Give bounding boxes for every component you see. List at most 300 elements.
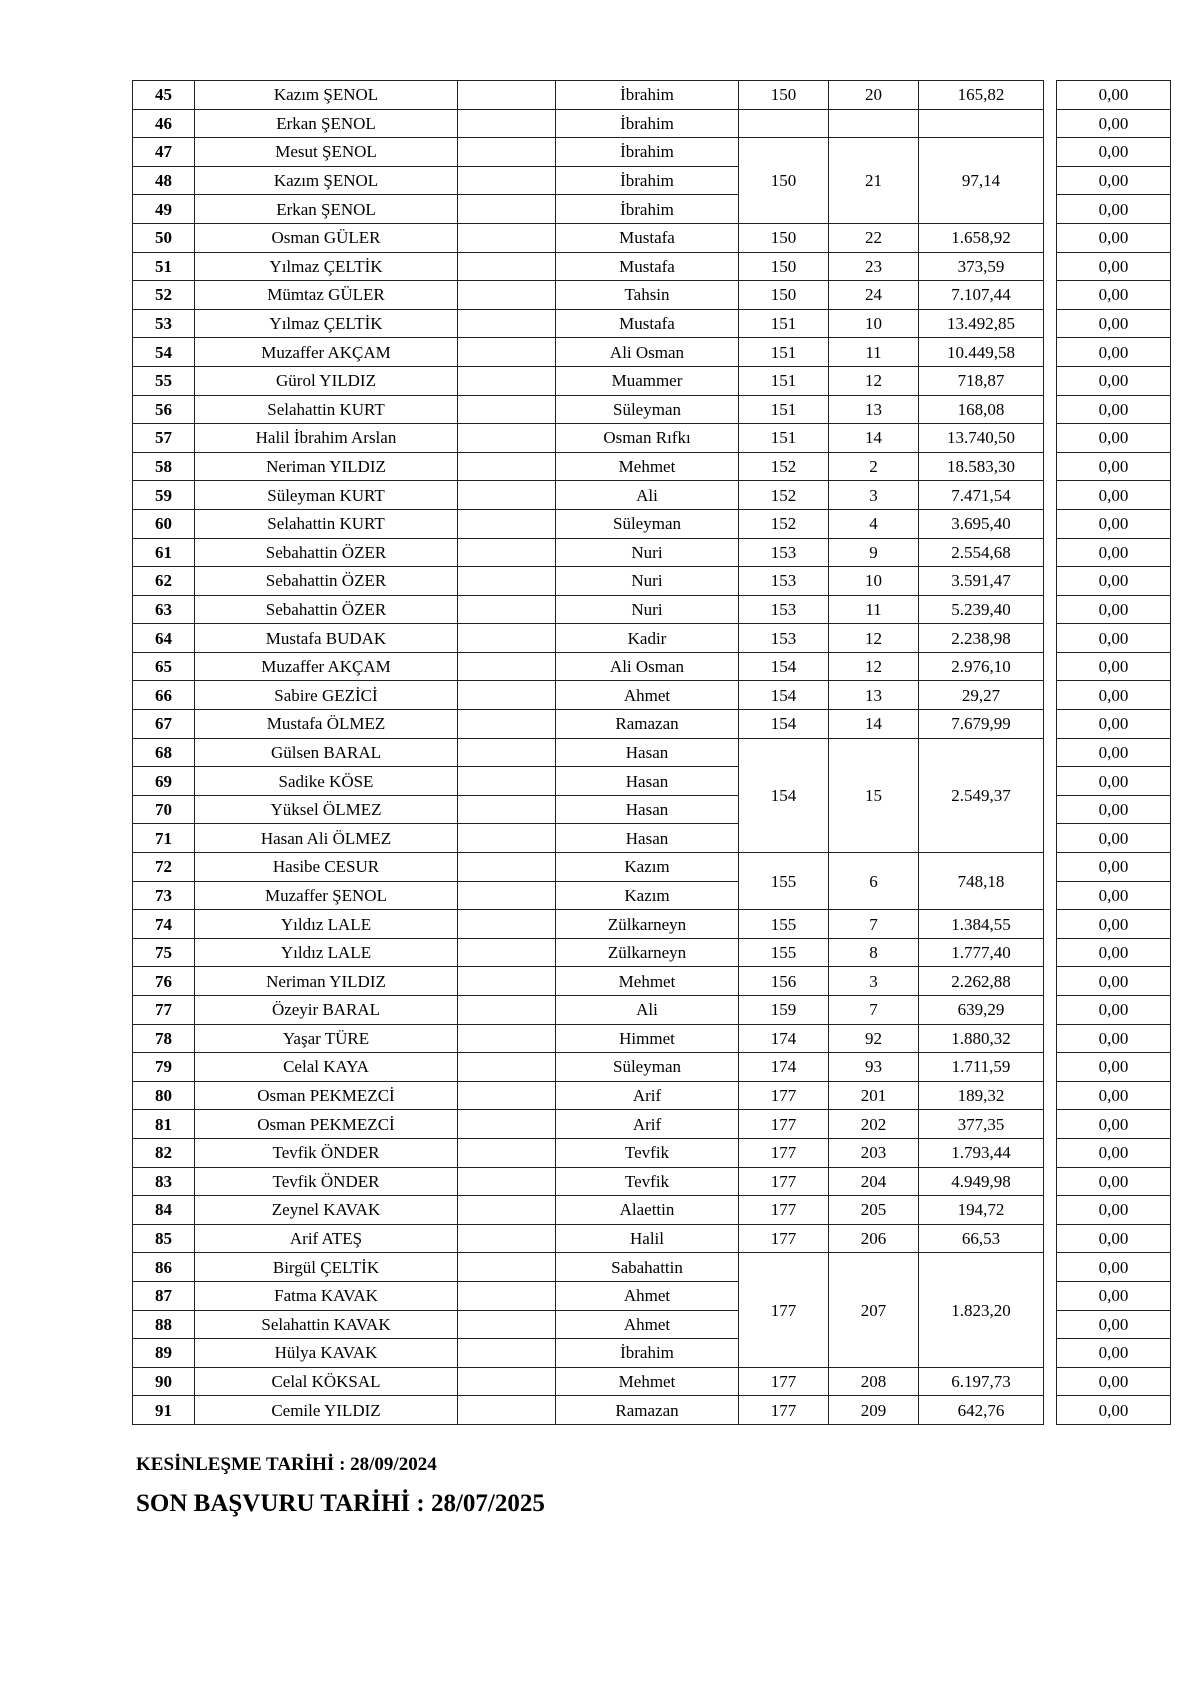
row-number: 72 xyxy=(133,853,195,882)
owner-name: Hasan Ali ÖLMEZ xyxy=(195,824,458,853)
parcel-number: 11 xyxy=(829,338,919,367)
parcel-area: 29,27 xyxy=(919,681,1044,710)
amount: 0,00 xyxy=(1057,1253,1171,1282)
parcel-number: 12 xyxy=(829,366,919,395)
row-number: 62 xyxy=(133,567,195,596)
parcel-number: 4 xyxy=(829,509,919,538)
parcel-area: 2.549,37 xyxy=(919,738,1044,852)
owner-name: Sabire GEZİCİ xyxy=(195,681,458,710)
spacer-cell xyxy=(1044,710,1057,739)
blank-cell xyxy=(458,1196,556,1225)
amount: 0,00 xyxy=(1057,109,1171,138)
parcel-number: 206 xyxy=(829,1224,919,1253)
father-name: Nuri xyxy=(556,538,739,567)
row-number: 81 xyxy=(133,1110,195,1139)
row-number: 87 xyxy=(133,1281,195,1310)
parcel-area: 373,59 xyxy=(919,252,1044,281)
spacer-cell xyxy=(1044,624,1057,653)
amount: 0,00 xyxy=(1057,1339,1171,1368)
block-number: 177 xyxy=(739,1396,829,1425)
parcel-area: 168,08 xyxy=(919,395,1044,424)
blank-cell xyxy=(458,595,556,624)
spacer-cell xyxy=(1044,1053,1057,1082)
parcel-area: 639,29 xyxy=(919,996,1044,1025)
parcel-area: 1.823,20 xyxy=(919,1253,1044,1367)
spacer-cell xyxy=(1044,1167,1057,1196)
block-number: 150 xyxy=(739,138,829,224)
blank-cell xyxy=(458,967,556,996)
table-row xyxy=(133,1367,1171,1396)
block-number: 152 xyxy=(739,452,829,481)
table-row xyxy=(133,395,1171,424)
row-number: 58 xyxy=(133,452,195,481)
parcel-area: 1.777,40 xyxy=(919,938,1044,967)
father-name: Tevfik xyxy=(556,1167,739,1196)
block-number: 152 xyxy=(739,509,829,538)
owner-name: Hasibe CESUR xyxy=(195,853,458,882)
table-row xyxy=(133,938,1171,967)
owner-name: Yılmaz ÇELTİK xyxy=(195,252,458,281)
parcel-area: 6.197,73 xyxy=(919,1367,1044,1396)
blank-cell xyxy=(458,166,556,195)
owner-name: Erkan ŞENOL xyxy=(195,195,458,224)
father-name: Hasan xyxy=(556,795,739,824)
father-name: Ali xyxy=(556,481,739,510)
owner-name: Birgül ÇELTİK xyxy=(195,1253,458,1282)
spacer-cell xyxy=(1044,109,1057,138)
amount: 0,00 xyxy=(1057,853,1171,882)
table-row xyxy=(133,424,1171,453)
blank-cell xyxy=(458,1138,556,1167)
amount: 0,00 xyxy=(1057,1281,1171,1310)
amount: 0,00 xyxy=(1057,81,1171,110)
owner-name: Selahattin KURT xyxy=(195,395,458,424)
row-number: 78 xyxy=(133,1024,195,1053)
amount: 0,00 xyxy=(1057,252,1171,281)
father-name: İbrahim xyxy=(556,1339,739,1368)
spacer-cell xyxy=(1044,824,1057,853)
father-name: Ahmet xyxy=(556,1310,739,1339)
block-number: 154 xyxy=(739,738,829,852)
parcel-number: 13 xyxy=(829,681,919,710)
owner-name: Yıldız LALE xyxy=(195,938,458,967)
row-number: 63 xyxy=(133,595,195,624)
table-row xyxy=(133,309,1171,338)
table-row xyxy=(133,996,1171,1025)
blank-cell xyxy=(458,824,556,853)
owner-name: Halil İbrahim Arslan xyxy=(195,424,458,453)
table-row xyxy=(133,710,1171,739)
row-number: 55 xyxy=(133,366,195,395)
parcel-area: 1.880,32 xyxy=(919,1024,1044,1053)
table-row xyxy=(133,738,1171,767)
owner-name: Muzaffer AKÇAM xyxy=(195,338,458,367)
row-number: 89 xyxy=(133,1339,195,1368)
row-number: 64 xyxy=(133,624,195,653)
parcel-number: 24 xyxy=(829,281,919,310)
parcel-area: 1.384,55 xyxy=(919,910,1044,939)
parcel-number: 205 xyxy=(829,1196,919,1225)
blank-cell xyxy=(458,138,556,167)
row-number: 59 xyxy=(133,481,195,510)
table-row xyxy=(133,1138,1171,1167)
amount: 0,00 xyxy=(1057,223,1171,252)
owner-name: Mustafa ÖLMEZ xyxy=(195,710,458,739)
parcel-area: 3.695,40 xyxy=(919,509,1044,538)
parcel-area: 748,18 xyxy=(919,853,1044,910)
blank-cell xyxy=(458,1167,556,1196)
parcel-area: 189,32 xyxy=(919,1081,1044,1110)
parcel-area: 1.658,92 xyxy=(919,223,1044,252)
amount: 0,00 xyxy=(1057,338,1171,367)
amount: 0,00 xyxy=(1057,1053,1171,1082)
table-row xyxy=(133,223,1171,252)
parcel-area: 4.949,98 xyxy=(919,1167,1044,1196)
father-name: Ramazan xyxy=(556,710,739,739)
blank-cell xyxy=(458,538,556,567)
table-row xyxy=(133,652,1171,681)
parcel-area: 1.711,59 xyxy=(919,1053,1044,1082)
blank-cell xyxy=(458,795,556,824)
table-row xyxy=(133,1167,1171,1196)
parcel-number: 2 xyxy=(829,452,919,481)
owner-name: Osman GÜLER xyxy=(195,223,458,252)
block-number: 150 xyxy=(739,252,829,281)
spacer-cell xyxy=(1044,138,1057,167)
row-number: 90 xyxy=(133,1367,195,1396)
block-number: 177 xyxy=(739,1367,829,1396)
parcel-area: 1.793,44 xyxy=(919,1138,1044,1167)
blank-cell xyxy=(458,1081,556,1110)
owner-name: Osman PEKMEZCİ xyxy=(195,1081,458,1110)
row-number: 65 xyxy=(133,652,195,681)
parcel-number: 3 xyxy=(829,967,919,996)
spacer-cell xyxy=(1044,1138,1057,1167)
parcel-number: 207 xyxy=(829,1253,919,1367)
spacer-cell xyxy=(1044,1224,1057,1253)
blank-cell xyxy=(458,395,556,424)
owner-name: Erkan ŞENOL xyxy=(195,109,458,138)
row-number: 82 xyxy=(133,1138,195,1167)
owner-name: Zeynel KAVAK xyxy=(195,1196,458,1225)
parcel-area: 7.471,54 xyxy=(919,481,1044,510)
parcel-area: 97,14 xyxy=(919,138,1044,224)
spacer-cell xyxy=(1044,252,1057,281)
block-number: 177 xyxy=(739,1224,829,1253)
amount: 0,00 xyxy=(1057,1110,1171,1139)
father-name: Arif xyxy=(556,1110,739,1139)
father-name: Kazım xyxy=(556,881,739,910)
parcel-area: 2.262,88 xyxy=(919,967,1044,996)
row-number: 53 xyxy=(133,309,195,338)
table-row xyxy=(133,281,1171,310)
parcel-area: 165,82 xyxy=(919,81,1044,110)
parcel-number: 10 xyxy=(829,567,919,596)
blank-cell xyxy=(458,1339,556,1368)
spacer-cell xyxy=(1044,509,1057,538)
parcel-number: 22 xyxy=(829,223,919,252)
blank-cell xyxy=(458,81,556,110)
amount: 0,00 xyxy=(1057,996,1171,1025)
amount: 0,00 xyxy=(1057,881,1171,910)
row-number: 71 xyxy=(133,824,195,853)
parcel-area: 377,35 xyxy=(919,1110,1044,1139)
parcel-number: 201 xyxy=(829,1081,919,1110)
blank-cell xyxy=(458,938,556,967)
table-row xyxy=(133,452,1171,481)
row-number: 67 xyxy=(133,710,195,739)
block-number: 177 xyxy=(739,1081,829,1110)
spacer-cell xyxy=(1044,424,1057,453)
parcel-number: 202 xyxy=(829,1110,919,1139)
row-number: 73 xyxy=(133,881,195,910)
table-row xyxy=(133,538,1171,567)
blank-cell xyxy=(458,881,556,910)
blank-cell xyxy=(458,567,556,596)
owner-name: Mümtaz GÜLER xyxy=(195,281,458,310)
parcel-number: 7 xyxy=(829,910,919,939)
row-number: 60 xyxy=(133,509,195,538)
parcel-number: 208 xyxy=(829,1367,919,1396)
blank-cell xyxy=(458,1396,556,1425)
spacer-cell xyxy=(1044,1339,1057,1368)
father-name: Hasan xyxy=(556,738,739,767)
amount: 0,00 xyxy=(1057,481,1171,510)
table-row xyxy=(133,81,1171,110)
block-number: 150 xyxy=(739,81,829,110)
amount: 0,00 xyxy=(1057,509,1171,538)
amount: 0,00 xyxy=(1057,424,1171,453)
owner-name: Muzaffer ŞENOL xyxy=(195,881,458,910)
parcel-area: 10.449,58 xyxy=(919,338,1044,367)
block-number: 177 xyxy=(739,1138,829,1167)
father-name: Osman Rıfkı xyxy=(556,424,739,453)
blank-cell xyxy=(458,1281,556,1310)
blank-cell xyxy=(458,996,556,1025)
block-number: 154 xyxy=(739,681,829,710)
parcel-number: 203 xyxy=(829,1138,919,1167)
amount: 0,00 xyxy=(1057,767,1171,796)
spacer-cell xyxy=(1044,1024,1057,1053)
table-row xyxy=(133,967,1171,996)
amount: 0,00 xyxy=(1057,166,1171,195)
block-number: 151 xyxy=(739,395,829,424)
parcel-area: 2.238,98 xyxy=(919,624,1044,653)
father-name: İbrahim xyxy=(556,109,739,138)
owner-name: Sebahattin ÖZER xyxy=(195,567,458,596)
amount: 0,00 xyxy=(1057,395,1171,424)
owner-name: Kazım ŞENOL xyxy=(195,166,458,195)
owner-name: Osman PEKMEZCİ xyxy=(195,1110,458,1139)
table-row xyxy=(133,910,1171,939)
amount: 0,00 xyxy=(1057,595,1171,624)
father-name: Alaettin xyxy=(556,1196,739,1225)
owner-name: Sebahattin ÖZER xyxy=(195,595,458,624)
parcel-number: 6 xyxy=(829,853,919,910)
spacer-cell xyxy=(1044,1253,1057,1282)
spacer-cell xyxy=(1044,738,1057,767)
father-name: Sabahattin xyxy=(556,1253,739,1282)
parcel-number xyxy=(829,109,919,138)
father-name: Halil xyxy=(556,1224,739,1253)
parcel-area: 3.591,47 xyxy=(919,567,1044,596)
spacer-cell xyxy=(1044,910,1057,939)
amount: 0,00 xyxy=(1057,1167,1171,1196)
owner-name: Muzaffer AKÇAM xyxy=(195,652,458,681)
block-number: 154 xyxy=(739,710,829,739)
parcel-number: 13 xyxy=(829,395,919,424)
table-row xyxy=(133,1081,1171,1110)
blank-cell xyxy=(458,1224,556,1253)
father-name: Mehmet xyxy=(556,452,739,481)
blank-cell xyxy=(458,309,556,338)
parcel-number: 8 xyxy=(829,938,919,967)
parcel-number: 93 xyxy=(829,1053,919,1082)
amount: 0,00 xyxy=(1057,1396,1171,1425)
father-name: Kadir xyxy=(556,624,739,653)
parcel-number: 12 xyxy=(829,652,919,681)
owner-name: Cemile YILDIZ xyxy=(195,1396,458,1425)
spacer-cell xyxy=(1044,1367,1057,1396)
table-row xyxy=(133,252,1171,281)
father-name: Nuri xyxy=(556,595,739,624)
father-name: İbrahim xyxy=(556,195,739,224)
parcel-number: 20 xyxy=(829,81,919,110)
owner-name: Yaşar TÜRE xyxy=(195,1024,458,1053)
blank-cell xyxy=(458,1110,556,1139)
row-number: 54 xyxy=(133,338,195,367)
owner-name: Selahattin KAVAK xyxy=(195,1310,458,1339)
blank-cell xyxy=(458,767,556,796)
father-name: Süleyman xyxy=(556,509,739,538)
spacer-cell xyxy=(1044,281,1057,310)
blank-cell xyxy=(458,109,556,138)
parcel-number: 23 xyxy=(829,252,919,281)
spacer-cell xyxy=(1044,481,1057,510)
block-number: 151 xyxy=(739,424,829,453)
spacer-cell xyxy=(1044,81,1057,110)
spacer-cell xyxy=(1044,366,1057,395)
block-number: 150 xyxy=(739,223,829,252)
row-number: 61 xyxy=(133,538,195,567)
blank-cell xyxy=(458,853,556,882)
father-name: Kazım xyxy=(556,853,739,882)
row-number: 57 xyxy=(133,424,195,453)
owner-name: Arif ATEŞ xyxy=(195,1224,458,1253)
spacer-cell xyxy=(1044,338,1057,367)
amount: 0,00 xyxy=(1057,452,1171,481)
parcel-area: 13.492,85 xyxy=(919,309,1044,338)
row-number: 86 xyxy=(133,1253,195,1282)
row-number: 48 xyxy=(133,166,195,195)
blank-cell xyxy=(458,1367,556,1396)
blank-cell xyxy=(458,710,556,739)
parcel-area: 5.239,40 xyxy=(919,595,1044,624)
table-row xyxy=(133,1196,1171,1225)
blank-cell xyxy=(458,452,556,481)
owner-name: Tevfik ÖNDER xyxy=(195,1138,458,1167)
amount: 0,00 xyxy=(1057,738,1171,767)
spacer-cell xyxy=(1044,967,1057,996)
table-row xyxy=(133,1396,1171,1425)
blank-cell xyxy=(458,1310,556,1339)
amount: 0,00 xyxy=(1057,538,1171,567)
spacer-cell xyxy=(1044,595,1057,624)
block-number: 177 xyxy=(739,1167,829,1196)
parcel-area: 7.679,99 xyxy=(919,710,1044,739)
spacer-cell xyxy=(1044,996,1057,1025)
owners-table xyxy=(132,80,1171,1425)
blank-cell xyxy=(458,1053,556,1082)
father-name: Ali Osman xyxy=(556,652,739,681)
father-name: Süleyman xyxy=(556,395,739,424)
spacer-cell xyxy=(1044,767,1057,796)
father-name: Arif xyxy=(556,1081,739,1110)
spacer-cell xyxy=(1044,223,1057,252)
parcel-area: 66,53 xyxy=(919,1224,1044,1253)
spacer-cell xyxy=(1044,538,1057,567)
owner-name: Neriman YILDIZ xyxy=(195,452,458,481)
spacer-cell xyxy=(1044,1081,1057,1110)
father-name: Mehmet xyxy=(556,967,739,996)
owner-name: Süleyman KURT xyxy=(195,481,458,510)
blank-cell xyxy=(458,338,556,367)
row-number: 88 xyxy=(133,1310,195,1339)
spacer-cell xyxy=(1044,1396,1057,1425)
parcel-number: 9 xyxy=(829,538,919,567)
owner-name: Mesut ŞENOL xyxy=(195,138,458,167)
block-number: 150 xyxy=(739,281,829,310)
block-number xyxy=(739,109,829,138)
parcel-number: 209 xyxy=(829,1396,919,1425)
amount: 0,00 xyxy=(1057,795,1171,824)
blank-cell xyxy=(458,1253,556,1282)
amount: 0,00 xyxy=(1057,1224,1171,1253)
spacer-cell xyxy=(1044,881,1057,910)
father-name: İbrahim xyxy=(556,166,739,195)
blank-cell xyxy=(458,652,556,681)
blank-cell xyxy=(458,624,556,653)
table-row xyxy=(133,509,1171,538)
table-row xyxy=(133,481,1171,510)
spacer-cell xyxy=(1044,195,1057,224)
row-number: 77 xyxy=(133,996,195,1025)
parcel-number: 12 xyxy=(829,624,919,653)
row-number: 85 xyxy=(133,1224,195,1253)
father-name: Zülkarneyn xyxy=(556,910,739,939)
table-row xyxy=(133,567,1171,596)
father-name: Himmet xyxy=(556,1024,739,1053)
block-number: 151 xyxy=(739,309,829,338)
table-row xyxy=(133,1224,1171,1253)
owner-name: Hülya KAVAK xyxy=(195,1339,458,1368)
blank-cell xyxy=(458,681,556,710)
blank-cell xyxy=(458,366,556,395)
owner-name: Gürol YILDIZ xyxy=(195,366,458,395)
parcel-number: 21 xyxy=(829,138,919,224)
owner-name: Sebahattin ÖZER xyxy=(195,538,458,567)
block-number: 177 xyxy=(739,1253,829,1367)
blank-cell xyxy=(458,195,556,224)
row-number: 75 xyxy=(133,938,195,967)
blank-cell xyxy=(458,509,556,538)
father-name: Mustafa xyxy=(556,223,739,252)
block-number: 153 xyxy=(739,538,829,567)
amount: 0,00 xyxy=(1057,824,1171,853)
table-row xyxy=(133,853,1171,882)
owner-name: Yılmaz ÇELTİK xyxy=(195,309,458,338)
row-number: 84 xyxy=(133,1196,195,1225)
